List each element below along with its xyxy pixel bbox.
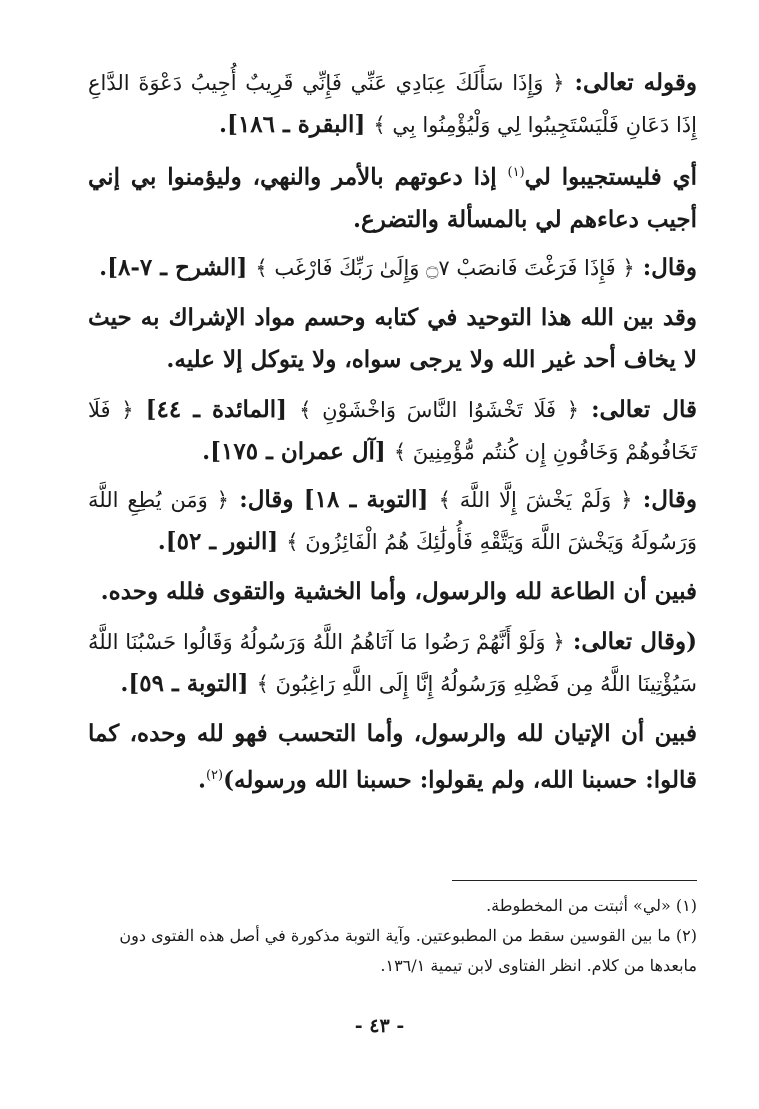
verse-reference: [النور ـ ٥٢].: [157, 527, 279, 555]
paragraph-lead: (وقال تعالى:: [572, 627, 697, 655]
paragraph-lead: وقال:: [642, 485, 698, 513]
quran-verse: ﴿ وَلَمْ يَخْشَ إِلَّا اللَّهَ ﴾: [438, 487, 633, 512]
verse-reference: [البقرة ـ ١٨٦].: [219, 111, 366, 138]
paragraph-text: فبين أن الإتيان لله والرسول، وأما التحسب فهو لله وحده، كما قالوا: حسبنا الله، ولم يقولوا: حسبنا الله ورسوله): [88, 719, 697, 794]
footnote-marker: (١): [507, 165, 525, 180]
page-body: [88, 62, 697, 807]
paragraph-text: إذا دعوتهم بالأمر والنهي، وليؤمنوا بي إني أجيب دعاءهم لي بالمسألة والتضرع.: [88, 163, 697, 233]
verse-reference: [التوبة ـ ١٨]: [303, 485, 429, 513]
verse-reference: [الشرح ـ ٧-٨].: [99, 253, 248, 281]
footnote-marker: (٢): [205, 767, 224, 783]
verse-reference: [التوبة ـ ٥٩].: [120, 669, 249, 697]
paragraph-baqarah: [88, 62, 697, 146]
paragraph-tawbah-59: [88, 621, 697, 705]
paragraph-lead: وقوله تعالى:: [574, 69, 697, 96]
paragraph-obedience: [88, 571, 697, 613]
paragraph-text: وقد بين الله هذا التوحيد في كتابه وحسم مواد الإشراك به حيث لا يخاف أحد غير الله ولا يرجى سواه، ولا يتوكل إلا عليه.: [88, 303, 697, 373]
quran-verse: ﴿ فَإِذَا فَرَغْتَ فَانصَبْ ۝٧ وَإِلَىٰ رَبِّكَ فَارْغَب ﴾: [255, 255, 635, 280]
footnote-1: (١) «لي» أثبتت من المخطوطة.: [486, 896, 697, 915]
quran-verse: ﴿ فَلَا تَخَافُوهُمْ وَخَافُونِ إِن كُنتُم مُّؤْمِنِينَ ﴾: [88, 397, 697, 464]
quran-verse: ﴿ وَلَوْ أَنَّهُمْ رَضُوا مَا آتَاهُمُ اللَّهُ وَرَسُولُهُ وَقَالُوا حَسْبُنَا اللَّهُ سَيُؤْتِينَا اللَّهُ مِن فَضْلِهِ وَرَسُولُهُ إِنَّا إِلَى اللَّهِ رَاغِبُونَ ﴾: [88, 629, 697, 696]
page-number: - ٤٣ -: [354, 1015, 405, 1037]
paragraph-sharh: [88, 247, 697, 289]
quran-verse: ﴿ وَإِذَا سَأَلَكَ عِبَادِي عَنِّي فَإِنِّي قَرِيبٌ أُجِيبُ دَعْوَةَ الدَّاعِ إِذَا دَعَانِ فَلْيَسْتَجِيبُوا لِي وَلْيُؤْمِنُوا بِي ﴾: [88, 71, 697, 137]
verse-reference: [آل عمران ـ ١٧٥].: [202, 437, 386, 465]
paragraph-text: .: [197, 766, 206, 794]
paragraph-lead: قال تعالى:: [591, 395, 697, 423]
quran-verse: ﴿ وَمَن يُطِعِ اللَّهَ وَرَسُولَهُ وَيَخْشَ اللَّهَ وَيَتَّقْهِ فَأُولَٰئِكَ هُمُ الْفَائِزُونَ ﴾: [88, 487, 697, 554]
footnote-2: (٢) ما بين القوسين سقط من المطبوعتين. وآية التوبة مذكورة في أصل هذه الفتوى دون مابعدها من كلام. انظر الفتاوى لابن تيمية ١٣٦/١.: [119, 926, 697, 975]
paragraph-lead: وقال:: [239, 485, 294, 513]
paragraph-lead: وقال:: [642, 253, 697, 281]
paragraph-text: فبين أن الطاعة لله والرسول، وأما الخشية والتقوى فلله وحده.: [100, 577, 697, 605]
paragraph-tawhid: [88, 297, 697, 381]
footnote-divider: [452, 880, 697, 881]
paragraph-text: أي فليستجيبوا لي: [524, 163, 697, 191]
paragraph-maidah: [88, 389, 697, 473]
footnotes-section: [88, 880, 697, 981]
paragraph-explanation: [88, 152, 697, 241]
paragraph-conclusion: [88, 713, 697, 802]
verse-reference: [المائدة ـ ٤٤]: [145, 395, 288, 423]
quran-verse: ﴿ فَلَا تَخْشَوُا النَّاسَ وَاخْشَوْنِ ﴾: [299, 397, 580, 422]
paragraph-tawbah-nur: [88, 479, 697, 563]
